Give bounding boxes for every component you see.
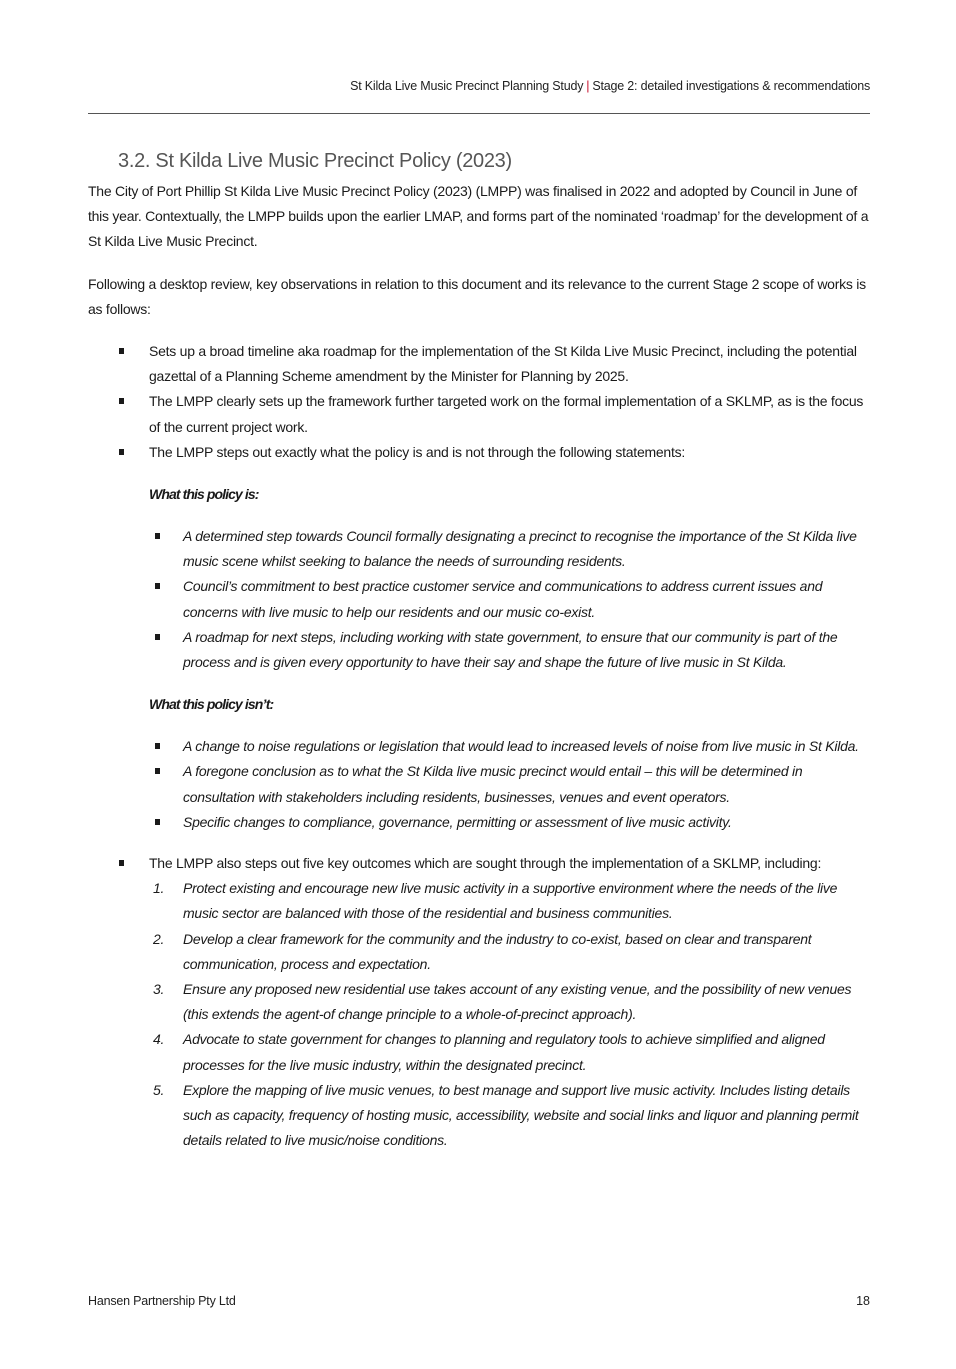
item-number: 4. xyxy=(153,1031,165,1048)
bullet-square-icon xyxy=(119,860,124,866)
outcomes-list xyxy=(88,876,870,1153)
list-item-text: Protect existing and encourage new live music activity in a supportive environment where the needs of the live music sector are balanced with those of the residential and business communities. xyxy=(183,880,838,922)
section-heading: 3.2. St Kilda Live Music Precinct Policy (2023) xyxy=(118,150,512,172)
list-item-text: A foregone conclusion as to what the St Kilda live music precinct would entail – this will be determined in consultation with stakeholders including residents, businesses, venues and event operators. xyxy=(183,763,803,805)
running-header xyxy=(88,79,870,93)
list-item-text: Develop a clear framework for the community and the industry to co-exist, based on clear and transparent communication, process and expectation. xyxy=(183,930,812,972)
item-number: 1. xyxy=(153,880,165,897)
list-item-text: Advocate to state government for changes to planning and regulatory tools to achieve simplified and aligned processes for the live music industry, within the designated precinct. xyxy=(183,1031,825,1073)
policy-is-list xyxy=(88,524,870,675)
list-item-text: A determined step towards Council formally designating a precinct to recognise the importance of the St Kilda live music scene whilst seeking to balance the needs of surrounding residents. xyxy=(183,528,857,570)
list-item xyxy=(88,389,870,439)
list-item-text: Sets up a broad timeline aka roadmap for the implementation of the St Kilda Live Music Precinct, including the potential gazettal of a Planning Scheme amendment by the Minister for Planning by 2025. xyxy=(149,343,857,385)
list-item xyxy=(88,440,870,465)
list-item-text: Specific changes to compliance, governance, permitting or assessment of live music activity. xyxy=(183,813,732,830)
list-item xyxy=(88,977,870,1027)
header-rule xyxy=(88,113,870,114)
list-item-text: The LMPP also steps out five key outcomes which are sought through the implementation of a SKLMP, including: xyxy=(149,855,822,872)
outcomes-intro-list xyxy=(88,851,870,876)
bullet-square-icon xyxy=(119,449,124,455)
list-item xyxy=(88,927,870,977)
list-item xyxy=(88,574,870,624)
list-item xyxy=(88,810,870,835)
header-title-left: St Kilda Live Music Precinct Planning Study xyxy=(350,79,584,93)
bullet-square-icon xyxy=(155,634,160,640)
bullet-square-icon xyxy=(155,743,160,749)
list-item xyxy=(88,1027,870,1077)
bullet-square-icon xyxy=(155,768,160,774)
list-item-text: Ensure any proposed new residential use takes account of any existing venue, and the possibility of new venues (this extends the agent-of change principle to a whole-of-precinct approach). xyxy=(183,981,852,1023)
bullet-square-icon xyxy=(155,583,160,589)
list-item-text: A roadmap for next steps, including working with state government, to ensure that our community is part of the process and is given every opportunity to have their say and shape the future of live music in St Kilda. xyxy=(183,628,838,671)
list-item-text: The LMPP steps out exactly what the policy is and is not through the following statements: xyxy=(149,443,685,460)
footer-company: Hansen Partnership Pty Ltd xyxy=(88,1294,236,1308)
list-item-text: The LMPP clearly sets up the framework further targeted work on the formal implementation of a SKLMP, as is the focus of the current project work. xyxy=(149,393,864,435)
policy-is-heading: What this policy is: xyxy=(149,486,259,503)
main-content xyxy=(88,147,870,1154)
list-item xyxy=(88,734,870,759)
list-item xyxy=(88,759,870,809)
intro-paragraph: The City of Port Phillip St Kilda Live Music Precinct Policy (2023) (LMPP) was finalised in 2022 and adopted by Council in June of this year. Contextually, the LMPP builds upon the earlier LMAP, and forms part of the nominated ‘roadmap’ for the development of a St Kilda Live Music Precinct. xyxy=(88,183,869,250)
bullet-square-icon xyxy=(155,819,160,825)
header-title-right: Stage 2: detailed investigations & recommendations xyxy=(592,79,870,93)
list-item xyxy=(88,1078,870,1154)
bullet-square-icon xyxy=(155,533,160,539)
item-number: 5. xyxy=(153,1081,165,1098)
list-item xyxy=(88,851,870,876)
list-item xyxy=(88,876,870,926)
list-item-text: Council’s commitment to best practice customer service and communications to address current issues and concerns with live music to help our residents and our music co-exist. xyxy=(183,578,823,620)
list-item xyxy=(88,625,870,675)
item-number: 2. xyxy=(153,930,165,947)
observations-list xyxy=(88,339,870,465)
review-paragraph: Following a desktop review, key observations in relation to this document and its relevance to the current Stage 2 scope of works is as follows: xyxy=(88,275,866,317)
list-item xyxy=(88,339,870,389)
bullet-square-icon xyxy=(119,398,124,404)
list-item-text: Explore the mapping of live music venues, to best manage and support live music activity. Includes listing details such as capacity, frequency of hosting music, accessibility, website and social links and liquor and planning permit details related to live music/noise conditions. xyxy=(183,1081,859,1149)
item-number: 3. xyxy=(153,981,165,998)
policy-isnt-list xyxy=(88,734,870,835)
policy-isnt-heading: What this policy isn’t: xyxy=(149,696,274,713)
page-number: 18 xyxy=(856,1294,870,1308)
spacer xyxy=(88,835,870,851)
list-item-text: A change to noise regulations or legislation that would lead to increased levels of noise from live music in St Kilda. xyxy=(183,738,859,755)
list-item xyxy=(88,524,870,574)
header-separator: | xyxy=(586,79,590,93)
bullet-square-icon xyxy=(119,348,124,354)
